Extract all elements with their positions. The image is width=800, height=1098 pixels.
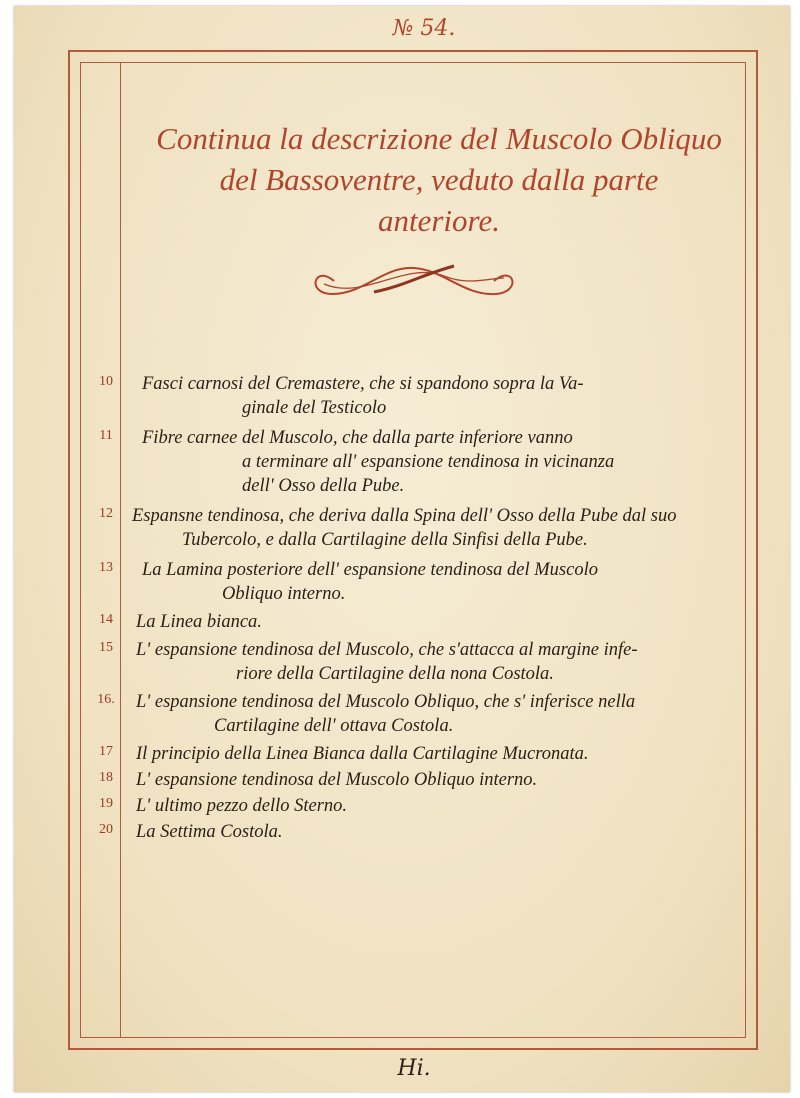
entry-list [84,372,744,844]
entry-number: 20 [99,822,113,837]
entry-line: L' espansione tendinosa del Muscolo Obliquo, che s' inferisce nella [136,692,636,712]
entry-number: 12 [99,506,113,521]
list-item [84,638,744,686]
entry-number: 16. [97,692,115,707]
entry-line: Tubercolo, e dalla Cartilagine della Sinfisi della Pube. [182,530,588,550]
entry-line: riore della Cartilagine della nona Costola. [236,664,554,684]
footer-mark: Hi. [397,1056,431,1081]
entry-line: Espansne tendinosa, che deriva dalla Spina dell' Osso della Pube dal suo [132,506,677,526]
entry-line: Il principio della Linea Bianca dalla Cartilagine Mucronata. [136,744,589,764]
entry-line: Obliquo interno. [222,584,346,604]
entry-line: La Lamina posteriore dell' espansione tendinosa del Muscolo [142,560,598,580]
list-item [84,768,744,792]
entry-number: 14 [99,612,113,627]
entry-line: La Settima Costola. [136,822,283,842]
title-line: del Bassoventre, veduto dalla parte [219,162,659,197]
entry-line: Fasci carnosi del Cremastere, che si spandono sopra la Va- [142,374,584,394]
list-item [84,742,744,766]
entry-number: 11 [99,428,113,443]
entry-number: 13 [99,560,113,575]
list-item [84,558,744,606]
entry-line: a terminare all' espansione tendinosa in vicinanza [242,452,615,472]
title-line: Continua la descrizione del Muscolo Obliquo [156,121,722,156]
list-item [84,820,744,844]
entry-number: 18 [99,770,113,785]
entry-line: Fibre carnee del Muscolo, che dalla parte inferiore vanno [142,428,573,448]
page-number: № 54. [392,16,456,41]
entry-line: L' espansione tendinosa del Muscolo Obliquo interno. [136,770,538,790]
entry-number: 19 [99,796,113,811]
list-item [84,504,744,552]
entry-number: 17 [99,744,113,759]
list-item [84,794,744,818]
list-item [84,372,744,420]
manuscript-page [14,6,790,1092]
entry-number: 15 [99,640,113,655]
list-item [84,610,744,634]
entry-line: L' espansione tendinosa del Muscolo, che s'attacca al margine infe- [136,640,638,660]
flourish-ornament [304,256,524,306]
entry-line: L' ultimo pezzo dello Sterno. [136,796,348,816]
page-title [124,118,754,241]
list-item [84,690,744,738]
entry-line: dell' Osso della Pube. [242,476,405,496]
entry-line: La Linea bianca. [136,612,262,632]
entry-number: 10 [99,374,113,389]
list-item [84,426,744,498]
entry-line: ginale del Testicolo [242,398,387,418]
entry-line: Cartilagine dell' ottava Costola. [214,716,454,736]
title-line: anteriore. [378,203,500,238]
